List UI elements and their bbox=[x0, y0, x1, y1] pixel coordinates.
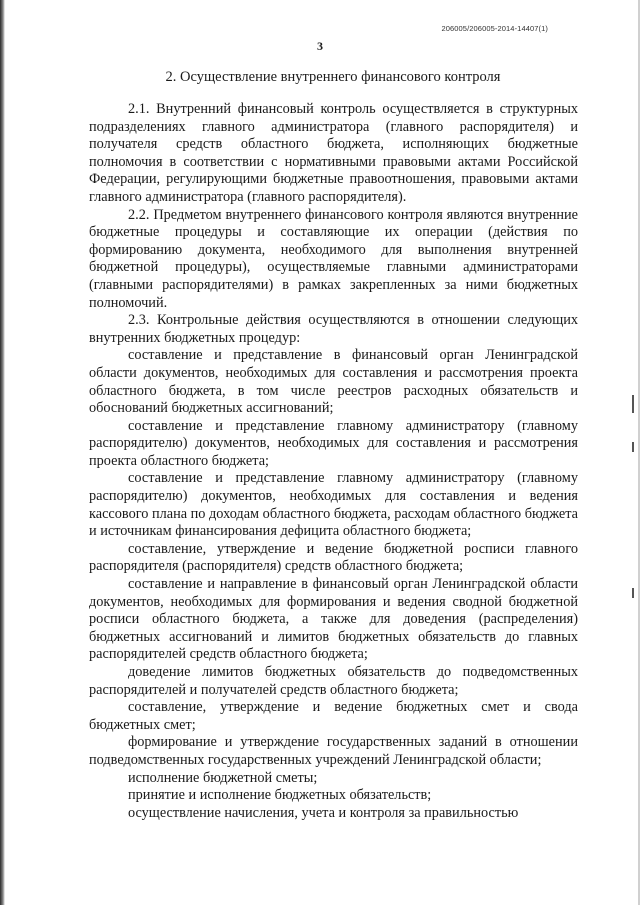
list-item: составление и представление главному администратору (главному распорядителю) документов, необходимых для составления и ведения кассового плана по доходам областного бюджета, расходам областного бюджета и источникам финансирования дефицита областного бюджета; bbox=[89, 470, 579, 540]
scan-margin-mark bbox=[632, 588, 634, 598]
document-body bbox=[89, 101, 578, 822]
list-item: составление и представление главному администратору (главному распорядителю) документов, необходимых для составления и рассмотрения проекта областного бюджета; bbox=[89, 417, 578, 469]
list-item: составление, утверждение и ведение бюджетных смет и свода бюджетных смет; bbox=[89, 699, 578, 733]
document-id: 206005/206005-2014-14407(1) bbox=[441, 24, 548, 33]
section-title: 2. Осуществление внутреннего финансового контроля bbox=[165, 69, 501, 85]
list-item: осуществление начисления, учета и контроля за правильностью bbox=[128, 804, 519, 821]
list-item: формирование и утверждение государственных заданий в отношении подведомственных государственных учреждений Ленинградской области; bbox=[89, 734, 578, 768]
list-item: исполнение бюджетной сметы; bbox=[128, 769, 318, 786]
scan-margin-mark bbox=[632, 395, 634, 413]
paragraph-2-3: 2.3. Контрольные действия осуществляются в отношении следующих внутренних бюджетных процедур: bbox=[89, 312, 578, 346]
scan-margin-mark bbox=[632, 442, 634, 452]
scan-left-edge bbox=[0, 0, 5, 905]
paragraph-2-2: 2.2. Предметом внутреннего финансового контроля являются внутренние бюджетные процедуры и составляющие их операции (действия по формированию документа, необходимого для выполнения внутренней бюджетной процедуры), осуществляемые главными администраторами (главными распорядителями) в рамках закрепленных за ними бюджетных полномочий. bbox=[89, 206, 578, 311]
paragraph-2-1: 2.1. Внутренний финансовый контроль осуществляется в структурных подразделениях главного администратора (главного распорядителя) и получателя средств областного бюджета, исполняющих бюджетные полномочия в соответствии с нормативными правовыми актами Российской Федерации, регулирующими бюджетные правоотношения, правовыми актами главного администратора (главного распорядителя). bbox=[89, 101, 578, 205]
list-item: составление и направление в финансовый орган Ленинградской области документов, необходимых для формирования и ведения сводной бюджетной росписи областного бюджета, а также для доведения (распределения) бюджетных ассигнований и лимитов бюджетных обязательств до главных распорядителей средств областного бюджета; bbox=[89, 576, 578, 663]
list-item: принятие и исполнение бюджетных обязательств; bbox=[128, 787, 432, 804]
list-item: составление, утверждение и ведение бюджетной росписи главного распорядителя (распорядителя) средств областного бюджета; bbox=[89, 540, 578, 575]
list-item: составление и представление в финансовый орган Ленинградской области документов, необходимых для составления и рассмотрения проекта областного бюджета, в том числе реестров расходных обязательств и обоснований бюджетных ассигнований; bbox=[89, 347, 578, 417]
page-number: 3 bbox=[317, 39, 323, 53]
list-item: доведение лимитов бюджетных обязательств до подведомственных распорядителей и получателей средств областного бюджета; bbox=[89, 664, 578, 698]
